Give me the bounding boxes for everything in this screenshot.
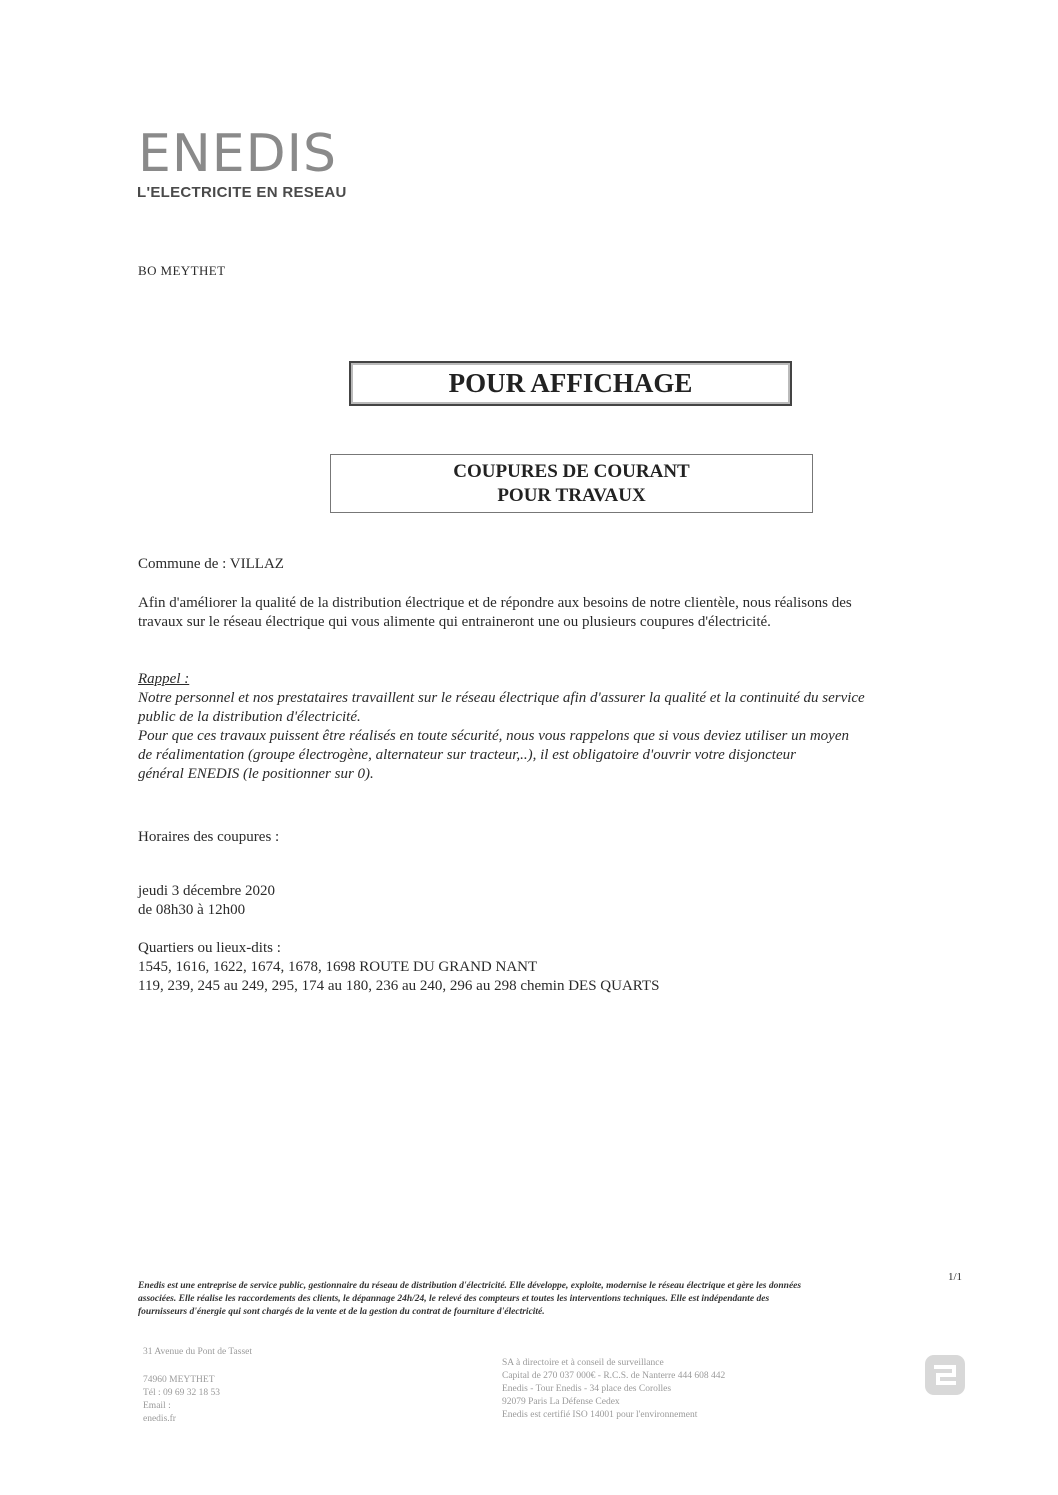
legal-line: associées. Elle réalise les raccordements des clients, le dépannage 24h/24, le relevé des compteurs et toutes les interventions techniques. Elle est indépendante des: [138, 1294, 770, 1304]
footer-company-info: [502, 1357, 802, 1422]
footer-company-line: Capital de 270 037 000€ - R.C.S. de Nanterre 444 608 442: [502, 1371, 726, 1381]
legal-line: fournisseurs d'énergie qui sont chargés de la vente et de la gestion du contrat de fourniture d'électricité.: [138, 1307, 545, 1317]
commune-label: Commune de : VILLAZ: [138, 556, 284, 572]
rappel-section: [138, 670, 978, 784]
address-list-1: 1545, 1616, 1622, 1674, 1678, 1698 ROUTE DU GRAND NANT: [138, 959, 538, 975]
affichage-title: POUR AFFICHAGE: [448, 368, 693, 398]
footer-contact: [143, 1374, 220, 1426]
legal-line: Enedis est une entreprise de service public, gestionnaire du réseau de distribution d'électricité. Elle développe, exploite, modernise le réseau électrique et gère les données: [138, 1281, 802, 1291]
coupures-title-line1: COUPURES DE COURANT: [453, 460, 690, 482]
footer-company-line: Enedis - Tour Enedis - 34 place des Corolles: [502, 1384, 672, 1394]
coupure-date: jeudi 3 décembre 2020: [138, 883, 276, 899]
coupure-hours: de 08h30 à 12h00: [138, 902, 246, 918]
rappel-line: Notre personnel et nos prestataires travaillent sur le réseau électrique afin d'assurer la qualité et la continuité du service: [138, 690, 865, 706]
coupures-title-line2: POUR TRAVAUX: [497, 484, 646, 506]
footer-company-line: Enedis est certifié ISO 14001 pour l'environnement: [502, 1410, 698, 1420]
sender-office: BO MEYTHET: [138, 263, 226, 278]
enedis-mark-icon: [924, 1354, 966, 1396]
quartiers-label: Quartiers ou lieux-dits :: [138, 940, 281, 956]
rappel-line: public de la distribution d'électricité.: [138, 709, 361, 725]
footer-company-line: SA à directoire et à conseil de surveillance: [502, 1358, 664, 1368]
page-number: 1/1: [948, 1271, 963, 1283]
logo-tagline: L'ELECTRICITE EN RESEAU: [137, 184, 347, 201]
rappel-line: de réalimentation (groupe électrogène, alternateur sur tracteur,..), il est obligatoire d'ouvrir votre disjoncteur: [138, 747, 796, 763]
rappel-line: général ENEDIS (le positionner sur 0).: [138, 766, 374, 782]
footer-website-link[interactable]: enedis.fr: [143, 1414, 176, 1424]
intro-line: travaux sur le réseau électrique qui vous alimente qui entraineront une ou plusieurs coupures d'électricité.: [138, 614, 771, 630]
address-list-2: 119, 239, 245 au 249, 295, 174 au 180, 236 au 240, 296 au 298 chemin DES QUARTS: [138, 978, 660, 994]
pour-affichage-banner: [349, 361, 792, 406]
footer-address: 31 Avenue du Pont de Tasset: [143, 1347, 253, 1357]
intro-paragraph: [138, 594, 978, 632]
footer-contact-line: Tél : 09 69 32 18 53: [143, 1388, 221, 1398]
footer-contact-line: Email :: [143, 1401, 171, 1411]
footer-contact-line: 74960 MEYTHET: [143, 1375, 215, 1385]
enedis-logo: ENEDIS: [138, 124, 337, 184]
footer-company-line: 92079 Paris La Défense Cedex: [502, 1397, 620, 1407]
coupures-banner: [330, 454, 813, 513]
horaires-label: Horaires des coupures :: [138, 829, 280, 845]
rappel-title: Rappel :: [138, 671, 190, 687]
intro-line: Afin d'améliorer la qualité de la distribution électrique et de répondre aux besoins de notre clientèle, nous réalisons des: [138, 595, 852, 611]
legal-notice: [138, 1280, 968, 1319]
rappel-line: Pour que ces travaux puissent être réalisés en toute sécurité, nous vous rappelons que si vous deviez utiliser un moyen: [138, 728, 849, 744]
